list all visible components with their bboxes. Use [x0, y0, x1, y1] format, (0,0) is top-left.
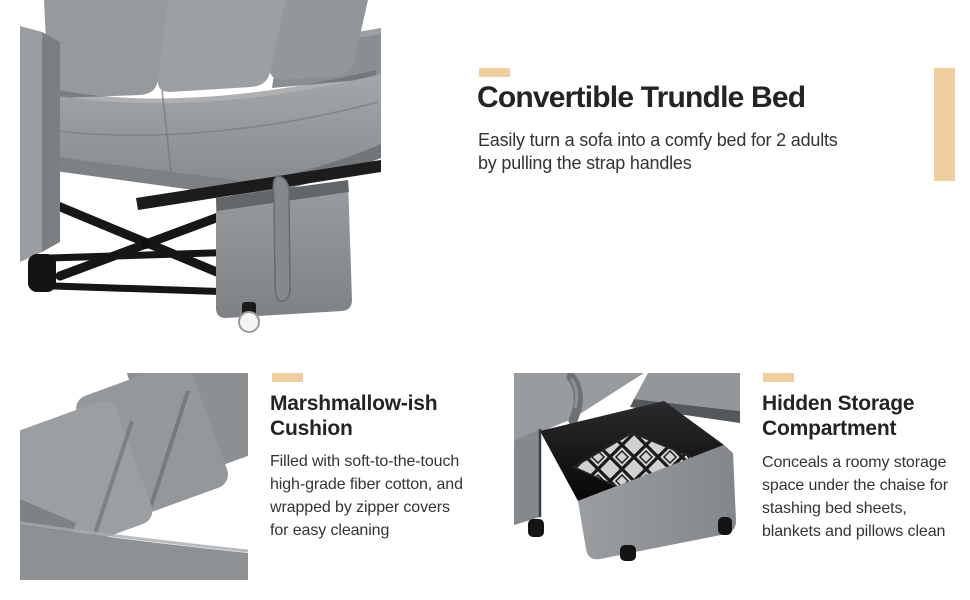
feature-heading-line: Compartment [762, 417, 897, 440]
feature-body-line: wrapped by zipper covers [270, 499, 450, 516]
feature-body [762, 451, 948, 543]
feature-body-line: for easy cleaning [270, 522, 390, 539]
feature-body [270, 450, 463, 542]
feature-body-line: stashing bed sheets, [762, 500, 907, 517]
feature-body-line: blankets and pillows clean [762, 523, 946, 540]
feature-body-line: high-grade fiber cotton, and [270, 476, 463, 493]
accent-side-bar [934, 68, 955, 181]
accent-bar [763, 373, 794, 382]
left-armrest [20, 26, 60, 292]
feature-heading-line: Cushion [270, 417, 353, 440]
sofa-trundle-pullout-illustration [20, 0, 385, 340]
sofa-back-cushions-closeup-photo [20, 373, 248, 580]
strap-handle [273, 176, 290, 301]
caster-wheel [239, 302, 259, 332]
accent-bar [479, 68, 510, 77]
sofa-trundle-pullout-photo [20, 0, 385, 340]
frame-pivot [141, 239, 151, 249]
feature-body-line: Conceals a roomy storage [762, 454, 947, 471]
feature-heading [762, 391, 914, 441]
feature-heading-line: Marshmallow-ish [270, 392, 438, 415]
trundle-front-panel [216, 176, 352, 318]
feature-heading: Convertible Trundle Bed [477, 81, 806, 114]
storage-compartment-illustration [514, 373, 740, 562]
chaise-open-storage-photo [514, 373, 740, 562]
accent-bar [272, 373, 303, 382]
feature-heading [270, 391, 437, 441]
feature-body-line: Filled with soft-to-the-touch [270, 453, 460, 470]
feature-body [478, 129, 838, 175]
feature-body-line: space under the chaise for [762, 477, 948, 494]
cushions-closeup-illustration [20, 373, 248, 580]
feature-body-line: by pulling the strap handles [478, 153, 692, 173]
feature-body-line: Easily turn a sofa into a comfy bed for 2 adults [478, 130, 838, 150]
feature-heading-line: Hidden Storage [762, 392, 915, 415]
